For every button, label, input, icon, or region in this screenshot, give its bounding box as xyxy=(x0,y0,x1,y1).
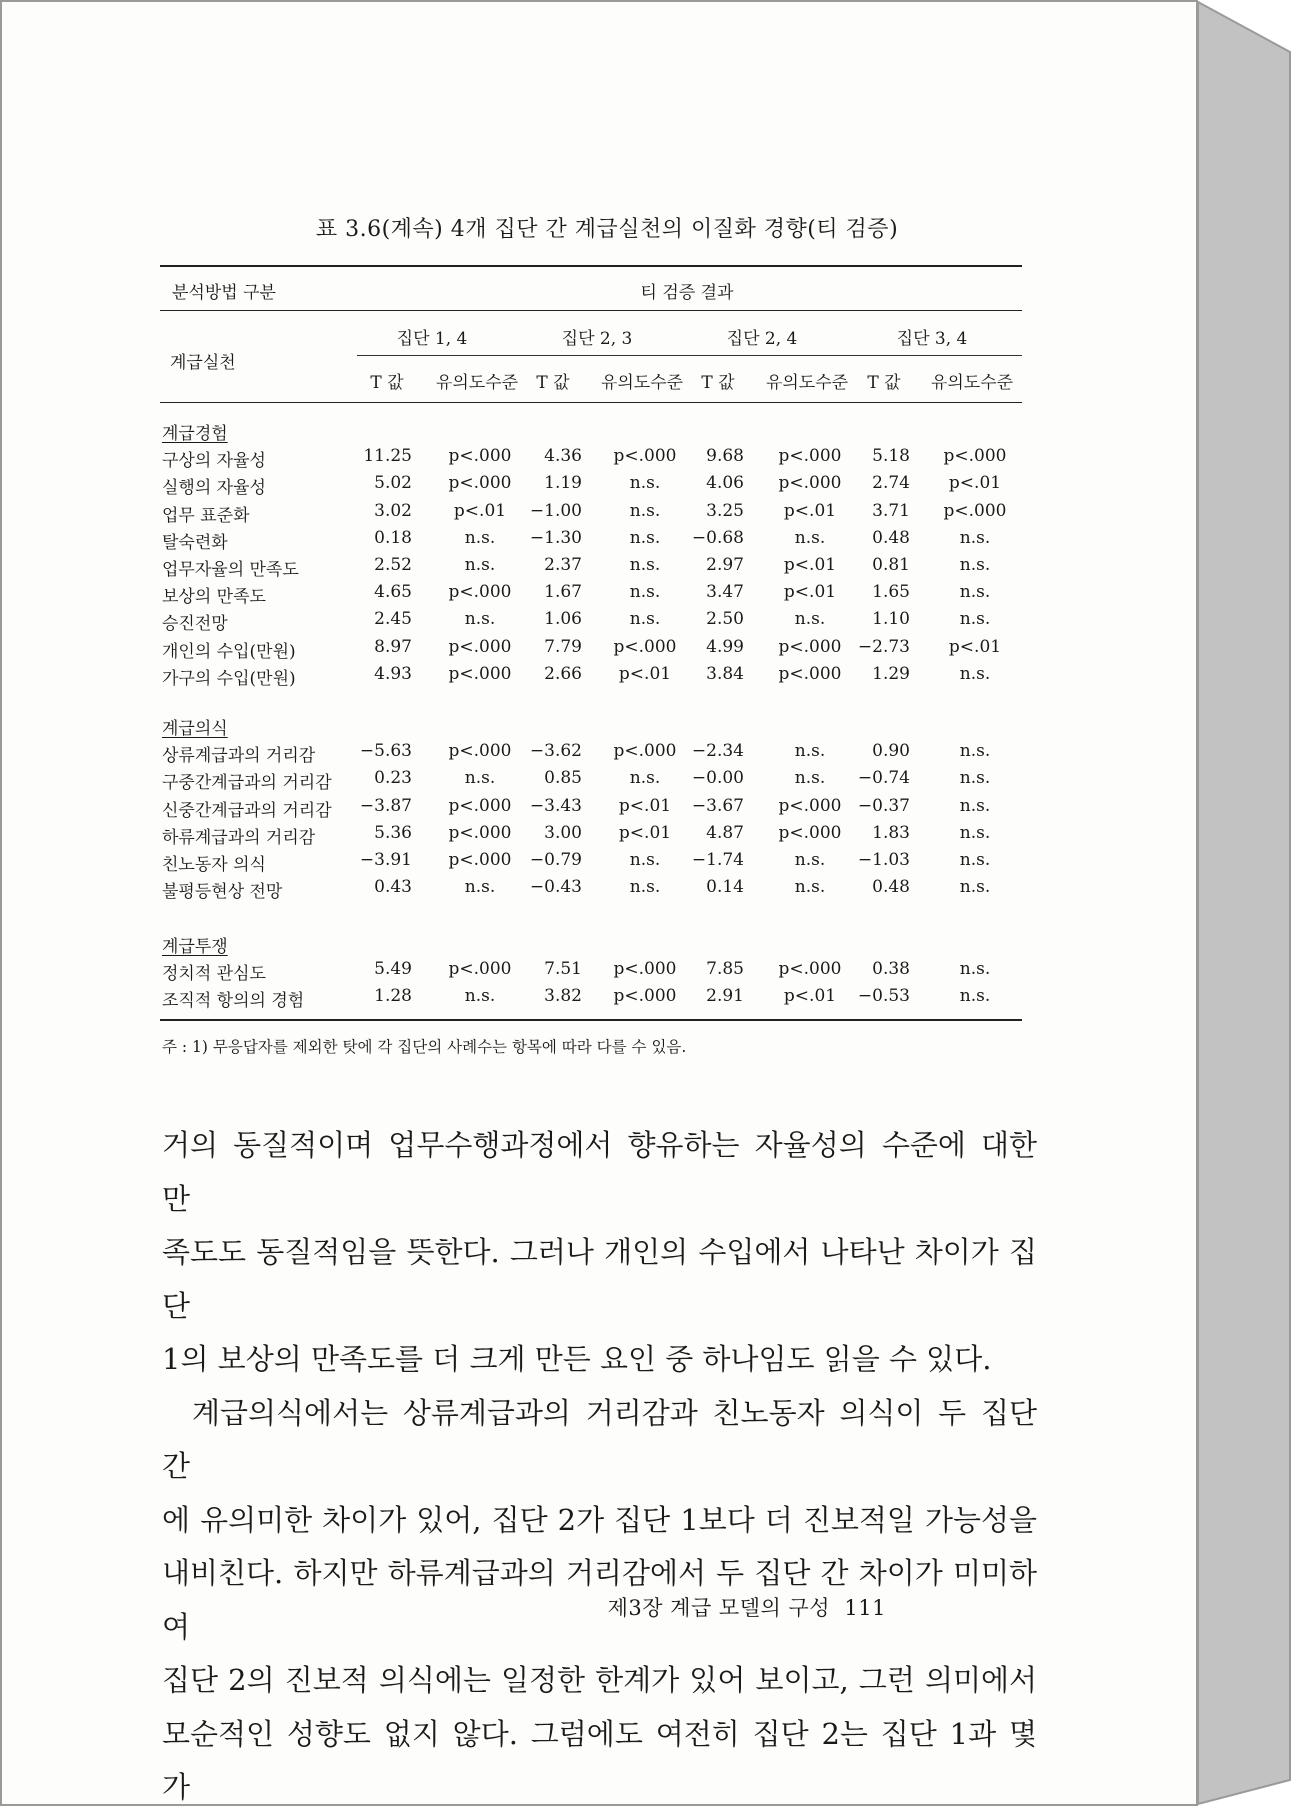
header-method: 분석방법 구분 xyxy=(172,283,276,303)
row-label: 친노동자 의식 xyxy=(162,855,266,875)
t-value-cell: 4.36 xyxy=(544,446,582,467)
t-value-cell: −3.43 xyxy=(529,795,582,816)
body-line: 내비친다. 하지만 하류계급과의 거리감에서 두 집단 간 차이가 미미하여 xyxy=(162,1556,1037,1644)
col-t-header: T 값 xyxy=(536,373,570,393)
significance-cell: n.s. xyxy=(959,609,991,630)
t-value-cell: 4.06 xyxy=(706,473,744,494)
t-value-cell: −2.73 xyxy=(857,636,910,657)
t-value-cell: 2.50 xyxy=(706,609,744,630)
t-value-cell: −3.67 xyxy=(691,795,744,816)
significance-cell: p<.01 xyxy=(948,473,1002,494)
group-header: 집단 2, 3 xyxy=(561,329,633,349)
t-value-cell: 11.25 xyxy=(363,446,412,467)
significance-cell: n.s. xyxy=(629,500,661,521)
body-line: 에 유의미한 차이가 있어, 집단 2가 집단 1보다 더 진보적일 가능성을 xyxy=(162,1502,1037,1537)
row-label: 개인의 수입(만원) xyxy=(162,641,296,662)
section-heading: 계급경험 xyxy=(162,424,228,444)
significance-cell: n.s. xyxy=(959,527,991,548)
col-t-header: T 값 xyxy=(701,373,735,393)
row-label: 구상의 자율성 xyxy=(162,451,266,472)
header-result: 티 검증 결과 xyxy=(640,283,734,303)
t-value-cell: −1.30 xyxy=(529,527,582,548)
group-header: 집단 1, 4 xyxy=(396,329,468,349)
significance-cell: p<.000 xyxy=(448,473,512,494)
t-value-cell: 9.68 xyxy=(706,446,744,467)
significance-cell: n.s. xyxy=(464,555,496,575)
t-value-cell: 5.49 xyxy=(374,959,412,980)
significance-cell: p<.000 xyxy=(943,500,1007,521)
significance-cell: p<.01 xyxy=(783,986,837,1007)
t-value-cell: 2.37 xyxy=(544,555,582,575)
body-line: 계급의식에서는 상류계급과의 거리감과 친노동자 의식이 두 집단 간 xyxy=(162,1395,1037,1483)
t-value-cell: 0.23 xyxy=(374,768,412,789)
t-value-cell: −3.87 xyxy=(359,795,412,816)
significance-cell: n.s. xyxy=(629,555,661,575)
significance-cell: p<.000 xyxy=(613,959,677,980)
t-value-cell: 4.87 xyxy=(706,822,744,843)
significance-cell: p<.01 xyxy=(453,500,507,521)
body-line: 족도도 동질적임을 뜻한다. 그러나 개인의 수입에서 나타난 차이가 집단 xyxy=(162,1235,1037,1323)
significance-cell: n.s. xyxy=(629,582,661,603)
t-value-cell: −2.34 xyxy=(691,741,744,762)
significance-cell: n.s. xyxy=(959,555,991,575)
col-sig-header: 유의도수준 xyxy=(600,373,684,393)
group-header: 집단 3, 4 xyxy=(896,329,968,349)
t-value-cell: 7.79 xyxy=(544,636,582,657)
significance-cell: p<.01 xyxy=(618,795,672,816)
col-sig-header: 유의도수준 xyxy=(930,373,1014,393)
significance-cell: p<.000 xyxy=(448,741,512,762)
t-value-cell: 7.51 xyxy=(544,959,582,980)
t-value-cell: 2.52 xyxy=(374,555,412,575)
row-label: 신중간계급과의 거리감 xyxy=(162,800,332,821)
t-value-cell: 3.25 xyxy=(706,500,744,521)
significance-cell: p<.000 xyxy=(778,636,842,657)
t-value-cell: 2.66 xyxy=(544,663,582,684)
t-value-cell: 7.85 xyxy=(706,959,744,980)
row-label: 탈숙련화 xyxy=(162,532,228,553)
t-value-cell: 1.29 xyxy=(872,663,910,684)
significance-cell: n.s. xyxy=(794,741,826,762)
significance-cell: n.s. xyxy=(629,609,661,630)
row-label: 불평등현상 전망 xyxy=(162,882,283,903)
body-line: 모순적인 성향도 없지 않다. 그럼에도 여전히 집단 2는 집단 1과 몇 가 xyxy=(162,1716,1037,1804)
t-value-cell: 0.14 xyxy=(706,877,744,898)
t-value-cell: −1.03 xyxy=(857,850,910,870)
table-title: 표 3.6(계속) 4개 집단 간 계급실천의 이질화 경향(티 검증) xyxy=(315,217,899,242)
t-value-cell: 2.91 xyxy=(706,986,744,1007)
significance-cell: p<.01 xyxy=(783,555,837,575)
row-label: 조직적 항의의 경험 xyxy=(162,991,305,1012)
row-label: 하류계급과의 거리감 xyxy=(162,827,316,848)
significance-cell: n.s. xyxy=(959,663,991,684)
t-value-cell: 0.48 xyxy=(872,527,910,548)
significance-cell: p<.01 xyxy=(948,636,1002,657)
t-value-cell: 3.82 xyxy=(544,986,582,1007)
significance-cell: p<.01 xyxy=(783,500,837,521)
significance-cell: p<.000 xyxy=(778,795,842,816)
row-label: 업무자율의 만족도 xyxy=(162,560,299,580)
significance-cell: n.s. xyxy=(959,850,991,870)
header-row-label: 계급실천 xyxy=(170,353,236,373)
t-value-cell: 4.65 xyxy=(374,582,412,603)
t-value-cell: 8.97 xyxy=(374,636,412,657)
t-value-cell: −0.79 xyxy=(529,850,582,870)
t-value-cell: 1.83 xyxy=(872,822,910,843)
significance-cell: p<.000 xyxy=(778,959,842,980)
significance-cell: n.s. xyxy=(959,741,991,762)
t-value-cell: 1.19 xyxy=(544,473,582,494)
page-number: 111 xyxy=(844,1596,886,1620)
t-value-cell: 0.38 xyxy=(872,959,910,980)
significance-cell: n.s. xyxy=(959,986,991,1007)
t-value-cell: 1.06 xyxy=(544,609,582,630)
significance-cell: n.s. xyxy=(794,850,826,870)
significance-cell: p<.000 xyxy=(943,446,1007,467)
significance-cell: p<.000 xyxy=(448,636,512,657)
t-value-cell: 3.00 xyxy=(544,822,582,843)
significance-cell: p<.01 xyxy=(618,822,672,843)
row-label: 정치적 관심도 xyxy=(162,964,266,985)
t-value-cell: 2.45 xyxy=(374,609,412,630)
t-value-cell: −3.91 xyxy=(359,850,412,870)
significance-cell: n.s. xyxy=(464,877,496,898)
significance-cell: n.s. xyxy=(959,959,991,980)
t-value-cell: 3.84 xyxy=(706,663,744,684)
t-value-cell: 0.90 xyxy=(872,741,910,762)
group-header: 집단 2, 4 xyxy=(726,329,798,349)
t-value-cell: −5.63 xyxy=(359,741,412,762)
significance-cell: n.s. xyxy=(794,877,826,898)
t-value-cell: 5.18 xyxy=(872,446,910,467)
significance-cell: n.s. xyxy=(464,768,496,789)
significance-cell: n.s. xyxy=(629,768,661,789)
row-label: 승진전망 xyxy=(162,614,228,635)
spine-face xyxy=(1198,2,1290,1804)
significance-cell: n.s. xyxy=(794,768,826,789)
col-sig-header: 유의도수준 xyxy=(765,373,849,393)
significance-cell: p<.000 xyxy=(448,795,512,816)
t-value-cell: 1.28 xyxy=(374,986,412,1007)
significance-cell: n.s. xyxy=(794,527,826,548)
section-heading: 계급투쟁 xyxy=(162,937,228,957)
t-value-cell: 5.02 xyxy=(374,473,412,494)
t-value-cell: −1.00 xyxy=(529,500,582,521)
row-label: 상류계급과의 거리감 xyxy=(162,746,316,767)
col-sig-header: 유의도수준 xyxy=(435,373,519,393)
t-value-cell: −0.00 xyxy=(691,768,744,789)
significance-cell: p<.000 xyxy=(448,446,512,467)
significance-cell: p<.000 xyxy=(613,636,677,657)
t-value-cell: 0.85 xyxy=(544,768,582,789)
t-value-cell: −0.68 xyxy=(691,527,744,548)
significance-cell: p<.000 xyxy=(448,822,512,843)
significance-cell: n.s. xyxy=(629,850,661,870)
col-t-header: T 값 xyxy=(370,373,404,393)
significance-cell: p<.000 xyxy=(448,663,512,684)
significance-cell: p<.000 xyxy=(778,473,842,494)
body-line: 집단 2의 진보적 의식에는 일정한 한계가 있어 보이고, 그런 의미에서 xyxy=(162,1663,1037,1697)
significance-cell: p<.000 xyxy=(613,986,677,1007)
significance-cell: p<.01 xyxy=(783,582,837,603)
significance-cell: p<.01 xyxy=(618,663,672,684)
t-value-cell: −0.43 xyxy=(529,877,582,898)
significance-cell: n.s. xyxy=(794,609,826,630)
t-value-cell: 1.65 xyxy=(872,582,910,603)
t-value-cell: −3.62 xyxy=(529,741,582,762)
t-value-cell: 4.93 xyxy=(374,663,412,684)
significance-cell: n.s. xyxy=(959,582,991,603)
significance-cell: p<.000 xyxy=(448,582,512,603)
t-value-cell: 3.47 xyxy=(706,582,744,603)
t-value-cell: −1.74 xyxy=(691,850,744,870)
col-t-header: T 값 xyxy=(867,373,901,393)
significance-cell: p<.000 xyxy=(448,850,512,870)
t-value-cell: 2.97 xyxy=(706,555,744,575)
significance-cell: p<.000 xyxy=(778,446,842,467)
table-note: 주 : 1) 무응답자를 제외한 탓에 각 집단의 사례수는 항목에 따라 다를 수 있음. xyxy=(162,1038,687,1056)
t-value-cell: −0.74 xyxy=(857,768,910,789)
t-value-cell: 4.99 xyxy=(706,636,744,657)
t-value-cell: 0.43 xyxy=(374,877,412,898)
significance-cell: p<.000 xyxy=(613,446,677,467)
row-label: 구중간계급과의 거리감 xyxy=(162,773,332,794)
significance-cell: p<.000 xyxy=(448,959,512,980)
significance-cell: n.s. xyxy=(464,986,496,1007)
row-label: 업무 표준화 xyxy=(162,505,250,526)
t-value-cell: 3.71 xyxy=(872,500,910,521)
significance-cell: n.s. xyxy=(629,527,661,548)
t-value-cell: 1.67 xyxy=(544,582,582,603)
significance-cell: n.s. xyxy=(959,768,991,789)
significance-cell: n.s. xyxy=(959,795,991,816)
t-value-cell: 0.81 xyxy=(872,555,910,575)
t-value-cell: 0.18 xyxy=(374,527,412,548)
row-label: 가구의 수입(만원) xyxy=(162,668,296,689)
significance-cell: n.s. xyxy=(959,877,991,898)
significance-cell: p<.000 xyxy=(778,663,842,684)
chapter-title: 제3장 계급 모델의 구성 xyxy=(607,1596,831,1620)
significance-cell: p<.000 xyxy=(778,822,842,843)
t-value-cell: 0.48 xyxy=(872,877,910,898)
section-heading: 계급의식 xyxy=(162,719,228,739)
row-label: 실행의 자율성 xyxy=(162,478,266,499)
significance-cell: n.s. xyxy=(629,877,661,898)
body-line: 1의 보상의 만족도를 더 크게 만든 요인 중 하나임도 읽을 수 있다. xyxy=(162,1342,992,1376)
t-value-cell: 1.10 xyxy=(872,609,910,630)
t-value-cell: 3.02 xyxy=(374,500,412,521)
significance-cell: n.s. xyxy=(464,527,496,548)
row-label: 보상의 만족도 xyxy=(162,587,266,608)
significance-cell: p<.000 xyxy=(613,741,677,762)
t-value-cell: −0.37 xyxy=(857,795,910,816)
significance-cell: n.s. xyxy=(629,473,661,494)
significance-cell: n.s. xyxy=(464,609,496,630)
body-line: 거의 동질적이며 업무수행과정에서 향유하는 자율성의 수준에 대한 만 xyxy=(162,1128,1037,1216)
t-value-cell: 5.36 xyxy=(374,822,412,843)
t-value-cell: 2.74 xyxy=(872,473,910,494)
t-value-cell: −0.53 xyxy=(857,986,910,1007)
significance-cell: n.s. xyxy=(959,822,991,843)
